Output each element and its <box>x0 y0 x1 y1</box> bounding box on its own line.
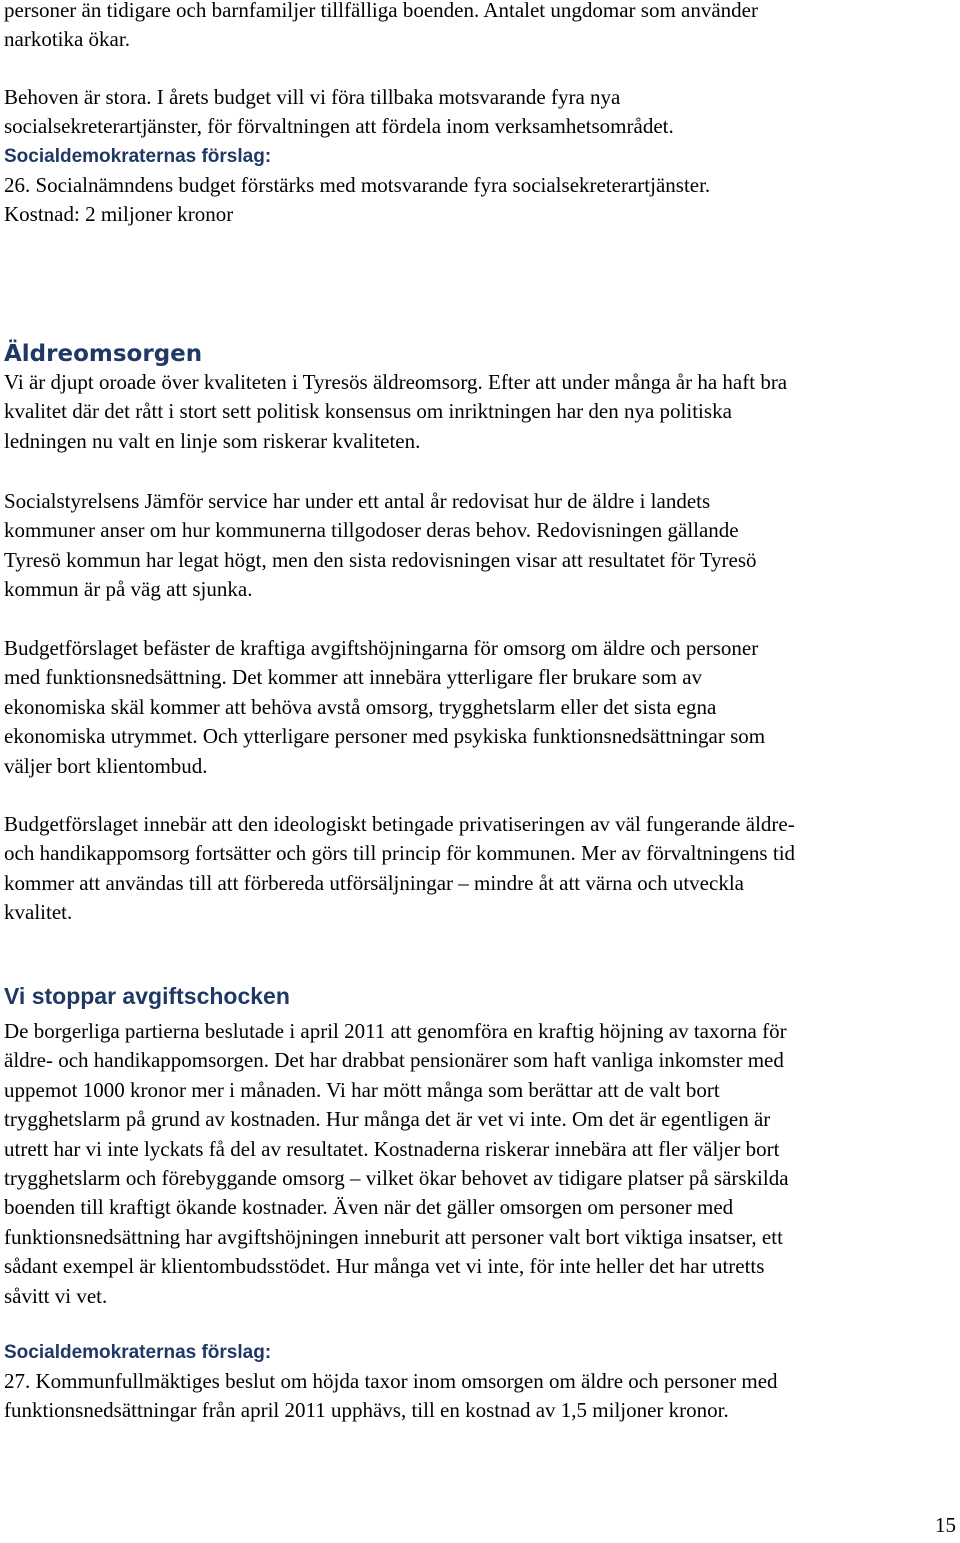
section-heading: Äldreomsorgen <box>4 341 203 367</box>
text-line: ledningen nu valt en linje som riskerar kvaliteten. <box>4 428 421 453</box>
text-line: kommun är på väg att sjunka. <box>4 577 253 602</box>
proposal-heading: Socialdemokraternas förslag: <box>4 146 272 167</box>
text-line: kommuner anser om hur kommunerna tillgodoser deras behov. Redovisningen gällande <box>4 518 739 543</box>
text-line: äldre- och handikappomsorgen. Det har drabbat pensionärer som haft vanliga inkomster med <box>4 1048 784 1073</box>
text-line: kvalitet. <box>4 900 73 925</box>
text-line: boenden till kraftigt ökande kostnader. Även när det gäller omsorgen om personer med <box>4 1195 734 1220</box>
text-line: ekonomiska skäl kommer att behöva avstå omsorg, trygghetslarm eller det sista egna <box>4 694 717 719</box>
text-line: Budgetförslaget befäster de kraftiga avgiftshöjningarna för omsorg om äldre och personer <box>4 636 759 660</box>
proposal-text <box>4 1367 778 1426</box>
paragraph <box>4 368 787 456</box>
text-line: uppemot 1000 kronor mer i månaden. Vi har mött många som berättar att de valt bort <box>4 1077 720 1102</box>
proposal-text <box>4 171 710 230</box>
paragraph <box>4 810 795 928</box>
text-line: och handikappomsorg fortsätter och görs till princip för kommunen. Mer av förvaltningens tid <box>4 841 796 866</box>
text-line: personer än tidigare och barnfamiljer tillfälliga boenden. Antalet ungdomar som använder <box>4 0 758 22</box>
text-line: Behoven är stora. I årets budget vill vi föra tillbaka motsvarande fyra nya <box>4 85 621 109</box>
text-line: sådant exempel är klientombudsstödet. Hur många vet vi inte, för inte heller det har utretts <box>4 1254 765 1279</box>
text-line: Socialstyrelsens Jämför service har under ett antal år redovisat hur de äldre i landets <box>4 489 711 513</box>
text-line: 27. Kommunfullmäktiges beslut om höjda taxor inom omsorgen om äldre och personer med <box>4 1369 778 1393</box>
section-heading: Vi stoppar avgiftschocken <box>4 983 290 1009</box>
text-line: socialsekreterartjänster, för förvaltningen att fördela inom verksamhetsområdet. <box>4 114 674 139</box>
text-line: Budgetförslaget innebär att den ideologiskt betingade privatiseringen av väl fungerande äldre- <box>4 812 795 836</box>
text-line: ekonomiska utrymmet. Och ytterligare personer med psykiska funktionsnedsättningar som <box>4 724 766 749</box>
text-line: De borgerliga partierna beslutade i april 2011 att genomföra en kraftig höjning av taxorna för <box>4 1019 787 1043</box>
text-line: väljer bort klientombud. <box>4 753 208 778</box>
proposal-heading: Socialdemokraternas förslag: <box>4 1342 272 1363</box>
paragraph <box>4 1017 789 1311</box>
text-line: 26. Socialnämndens budget förstärks med motsvarande fyra socialsekreterartjänster. <box>4 173 711 197</box>
paragraph <box>4 487 757 605</box>
text-line: Tyresö kommun har legat högt, men den sista redovisningen visar att resultatet för Tyresö <box>4 547 757 572</box>
text-line: trygghetslarm och förebyggande omsorg – vilket ökar behovet av tidigare platser på särskilda <box>4 1166 789 1191</box>
paragraph <box>4 634 765 781</box>
page-number: 15 <box>935 1513 956 1537</box>
paragraph <box>4 0 758 55</box>
text-line: Kostnad: 2 miljoner kronor <box>4 202 234 227</box>
text-line: kvalitet där det rått i stort sett politisk konsensus om inriktningen har den nya politiska <box>4 399 732 424</box>
text-line: kommer att användas till att förbereda utförsäljningar – mindre åt att värna och utveckla <box>4 870 744 895</box>
text-line: med funktionsnedsättning. Det kommer att innebära ytterligare fler brukare som av <box>4 665 703 690</box>
text-line: narkotika ökar. <box>4 27 130 52</box>
text-line: såvitt vi vet. <box>4 1283 108 1308</box>
text-line: trygghetslarm på grund av kostnaden. Hur många det är vet vi inte. Om det är egentligen är <box>4 1107 771 1132</box>
paragraph <box>4 83 674 142</box>
text-line: funktionsnedsättning har avgiftshöjningen inneburit att personer valt bort viktiga insatser, ett <box>4 1224 783 1249</box>
text-line: utrett har vi inte lyckats få del av resultatet. Kostnaderna riskerar innebära att fler väljer bort <box>4 1136 780 1161</box>
text-line: Vi är djupt oroade över kvaliteten i Tyresös äldreomsorg. Efter att under många år ha haft bra <box>4 370 788 394</box>
text-line: funktionsnedsättningar från april 2011 upphävs, till en kostnad av 1,5 miljoner kronor. <box>4 1398 729 1423</box>
